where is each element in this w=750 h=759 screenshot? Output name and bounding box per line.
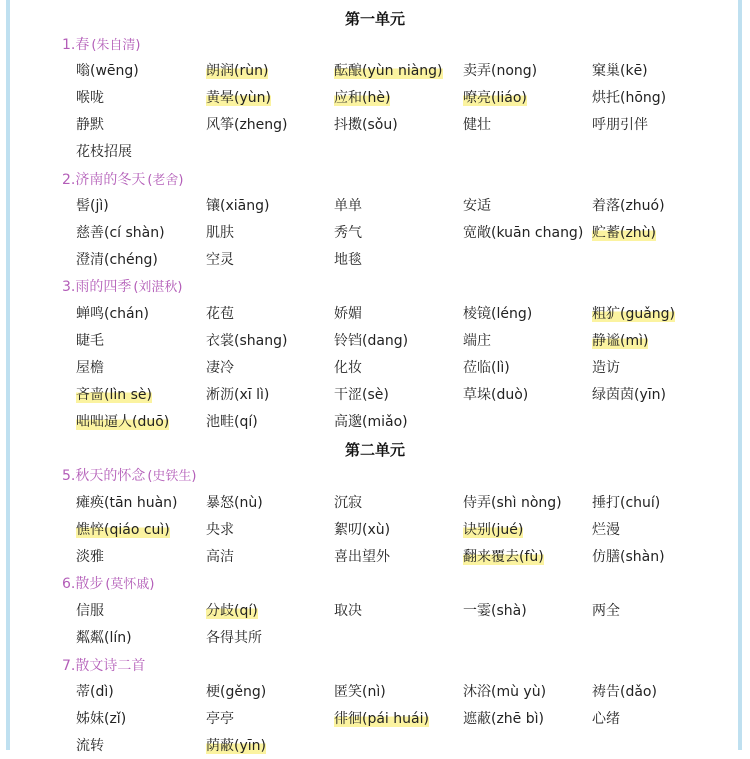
word-cell: 慈善(cí shàn) (76, 225, 165, 241)
word-cell: 澄清(chéng) (76, 252, 158, 268)
word-cell: 各得其所 (206, 630, 262, 646)
word-cell: 健壮 (463, 117, 491, 133)
word-cell: 徘徊(pái huái) (334, 711, 429, 727)
word-cell: 黄晕(yùn) (206, 90, 271, 106)
word-cell: 酝酿(yùn niàng) (334, 63, 443, 79)
section-number: 2. (62, 172, 76, 188)
word-cell: 蝉鸣(chán) (76, 306, 149, 322)
section-title (62, 655, 147, 675)
section-name: 济南的冬天 (75, 172, 146, 188)
word-cell: 棱镜(léng) (463, 306, 533, 322)
word-cell: 梗(gěng) (206, 684, 267, 700)
word-cell: 蒂(dì) (76, 684, 114, 700)
word-cell: 粗犷(guǎng) (592, 306, 676, 322)
word-row (0, 735, 750, 759)
section-number: 7. (62, 658, 76, 674)
word-cell: 屋檐 (76, 360, 104, 376)
word-cell: 吝啬(lìn sè) (76, 387, 152, 403)
section-title (62, 573, 155, 593)
section-name: 春 (75, 37, 90, 53)
word-cell: 分歧(qí) (206, 603, 258, 619)
section-number: 1. (62, 37, 76, 53)
word-row (0, 681, 750, 705)
word-cell: 贮蓄(zhù) (592, 225, 657, 241)
section-title (62, 276, 183, 296)
word-row (0, 60, 750, 84)
word-cell: 化妆 (334, 360, 362, 376)
word-row (0, 492, 750, 516)
word-cell: 喜出望外 (334, 549, 390, 565)
word-cell: 粼粼(lín) (76, 630, 132, 646)
section-title (62, 34, 141, 54)
word-cell: 瘫痪(tān huàn) (76, 495, 178, 511)
section-author: (朱自清) (91, 38, 141, 53)
word-cell: 仿膳(shàn) (592, 549, 665, 565)
word-cell: 淡雅 (76, 549, 104, 565)
word-cell: 静默 (76, 117, 104, 133)
word-cell: 宽敞(kuān chang) (463, 225, 584, 241)
word-cell: 翻来覆去(fù) (463, 549, 544, 565)
word-row (0, 546, 750, 570)
word-cell: 两全 (592, 603, 620, 619)
word-cell: 风筝(zheng) (206, 117, 288, 133)
word-cell: 暴怒(nù) (206, 495, 263, 511)
word-cell: 单单 (334, 198, 362, 214)
word-cell: 衣裳(shang) (206, 333, 288, 349)
word-cell: 静谧(mì) (592, 333, 649, 349)
word-cell: 淅沥(xī lì) (206, 387, 270, 403)
word-cell: 绿茵茵(yīn) (592, 387, 666, 403)
section-author: (老舍) (147, 173, 184, 188)
word-cell: 诀别(jué) (463, 522, 524, 538)
word-row (0, 411, 750, 435)
word-cell: 娇媚 (334, 306, 362, 322)
word-cell: 祷告(dǎo) (592, 684, 657, 700)
word-cell: 喉咙 (76, 90, 104, 106)
word-row (0, 519, 750, 543)
word-row (0, 114, 750, 138)
word-cell: 憔悴(qiáo cuì) (76, 522, 170, 538)
word-cell: 高洁 (206, 549, 234, 565)
word-cell: 朗润(rùn) (206, 63, 269, 79)
word-cell: 安适 (463, 198, 491, 214)
section-name: 散文诗二首 (75, 658, 146, 674)
word-cell: 卖弄(nong) (463, 63, 538, 79)
word-row (0, 384, 750, 408)
section-author: (史铁生) (147, 469, 197, 484)
word-cell: 抖擞(sǒu) (334, 117, 398, 133)
word-row (0, 303, 750, 327)
word-row (0, 708, 750, 732)
word-cell: 匿笑(nì) (334, 684, 386, 700)
word-cell: 心绪 (592, 711, 620, 727)
unit-title: 第二单元 (344, 441, 405, 459)
word-cell: 花苞 (206, 306, 234, 322)
word-cell: 造访 (592, 360, 620, 376)
section-title (62, 169, 184, 189)
word-cell: 流转 (76, 738, 104, 754)
word-cell: 嘹亮(liáo) (463, 90, 527, 106)
word-cell: 嗡(wēng) (76, 63, 139, 79)
word-cell: 窠巢(kē) (592, 63, 648, 79)
section-name: 雨的四季 (75, 279, 132, 295)
section-number: 3. (62, 279, 76, 295)
word-cell: 地毯 (334, 252, 362, 268)
word-cell: 莅临(lì) (463, 360, 510, 376)
word-cell: 呼朋引伴 (592, 117, 648, 133)
word-cell: 烂漫 (592, 522, 620, 538)
word-cell: 花枝招展 (76, 144, 132, 160)
word-cell: 侍弄(shì nòng) (463, 495, 562, 511)
word-cell: 草垛(duò) (463, 387, 529, 403)
word-row (0, 222, 750, 246)
word-row (0, 600, 750, 624)
word-row (0, 357, 750, 381)
word-row (0, 195, 750, 219)
word-cell: 捶打(chuí) (592, 495, 661, 511)
word-cell: 铃铛(dang) (334, 333, 409, 349)
word-cell: 烘托(hōng) (592, 90, 667, 106)
section-title (62, 465, 197, 485)
word-row (0, 141, 750, 165)
word-cell: 端庄 (463, 333, 491, 349)
word-cell: 亭亭 (206, 711, 234, 727)
word-cell: 央求 (206, 522, 234, 538)
unit-title: 第一单元 (344, 10, 405, 28)
section-number: 5. (62, 468, 76, 484)
word-cell: 干涩(sè) (334, 387, 389, 403)
word-cell: 沉寂 (334, 495, 362, 511)
word-cell: 着落(zhuó) (592, 198, 665, 214)
word-cell: 应和(hè) (334, 90, 391, 106)
section-name: 秋天的怀念 (75, 468, 146, 484)
section-author: (刘湛秋) (133, 280, 183, 295)
word-cell: 凄冷 (206, 360, 234, 376)
section-name: 散步 (75, 576, 104, 592)
word-cell: 髻(jì) (76, 198, 109, 214)
word-row (0, 627, 750, 651)
word-cell: 姊妹(zǐ) (76, 711, 127, 727)
word-cell: 镶(xiāng) (206, 198, 270, 214)
word-cell: 荫蔽(yīn) (206, 738, 266, 754)
word-cell: 絮叨(xù) (334, 522, 391, 538)
section-number: 6. (62, 576, 76, 592)
word-cell: 取决 (334, 603, 362, 619)
word-cell: 遮蔽(zhē bì) (463, 711, 544, 727)
word-cell: 咄咄逼人(duō) (76, 414, 170, 430)
word-cell: 高邈(miǎo) (334, 414, 408, 430)
word-cell: 一霎(shà) (463, 603, 527, 619)
word-row (0, 87, 750, 111)
word-cell: 信服 (76, 603, 104, 619)
word-row (0, 330, 750, 354)
word-cell: 秀气 (334, 225, 362, 241)
word-cell: 沐浴(mù yù) (463, 684, 547, 700)
word-cell: 睫毛 (76, 333, 104, 349)
word-row (0, 249, 750, 273)
word-cell: 池畦(qí) (206, 414, 258, 430)
section-author: (莫怀戚) (105, 577, 155, 592)
word-cell: 肌肤 (206, 225, 234, 241)
word-cell: 空灵 (206, 252, 234, 268)
